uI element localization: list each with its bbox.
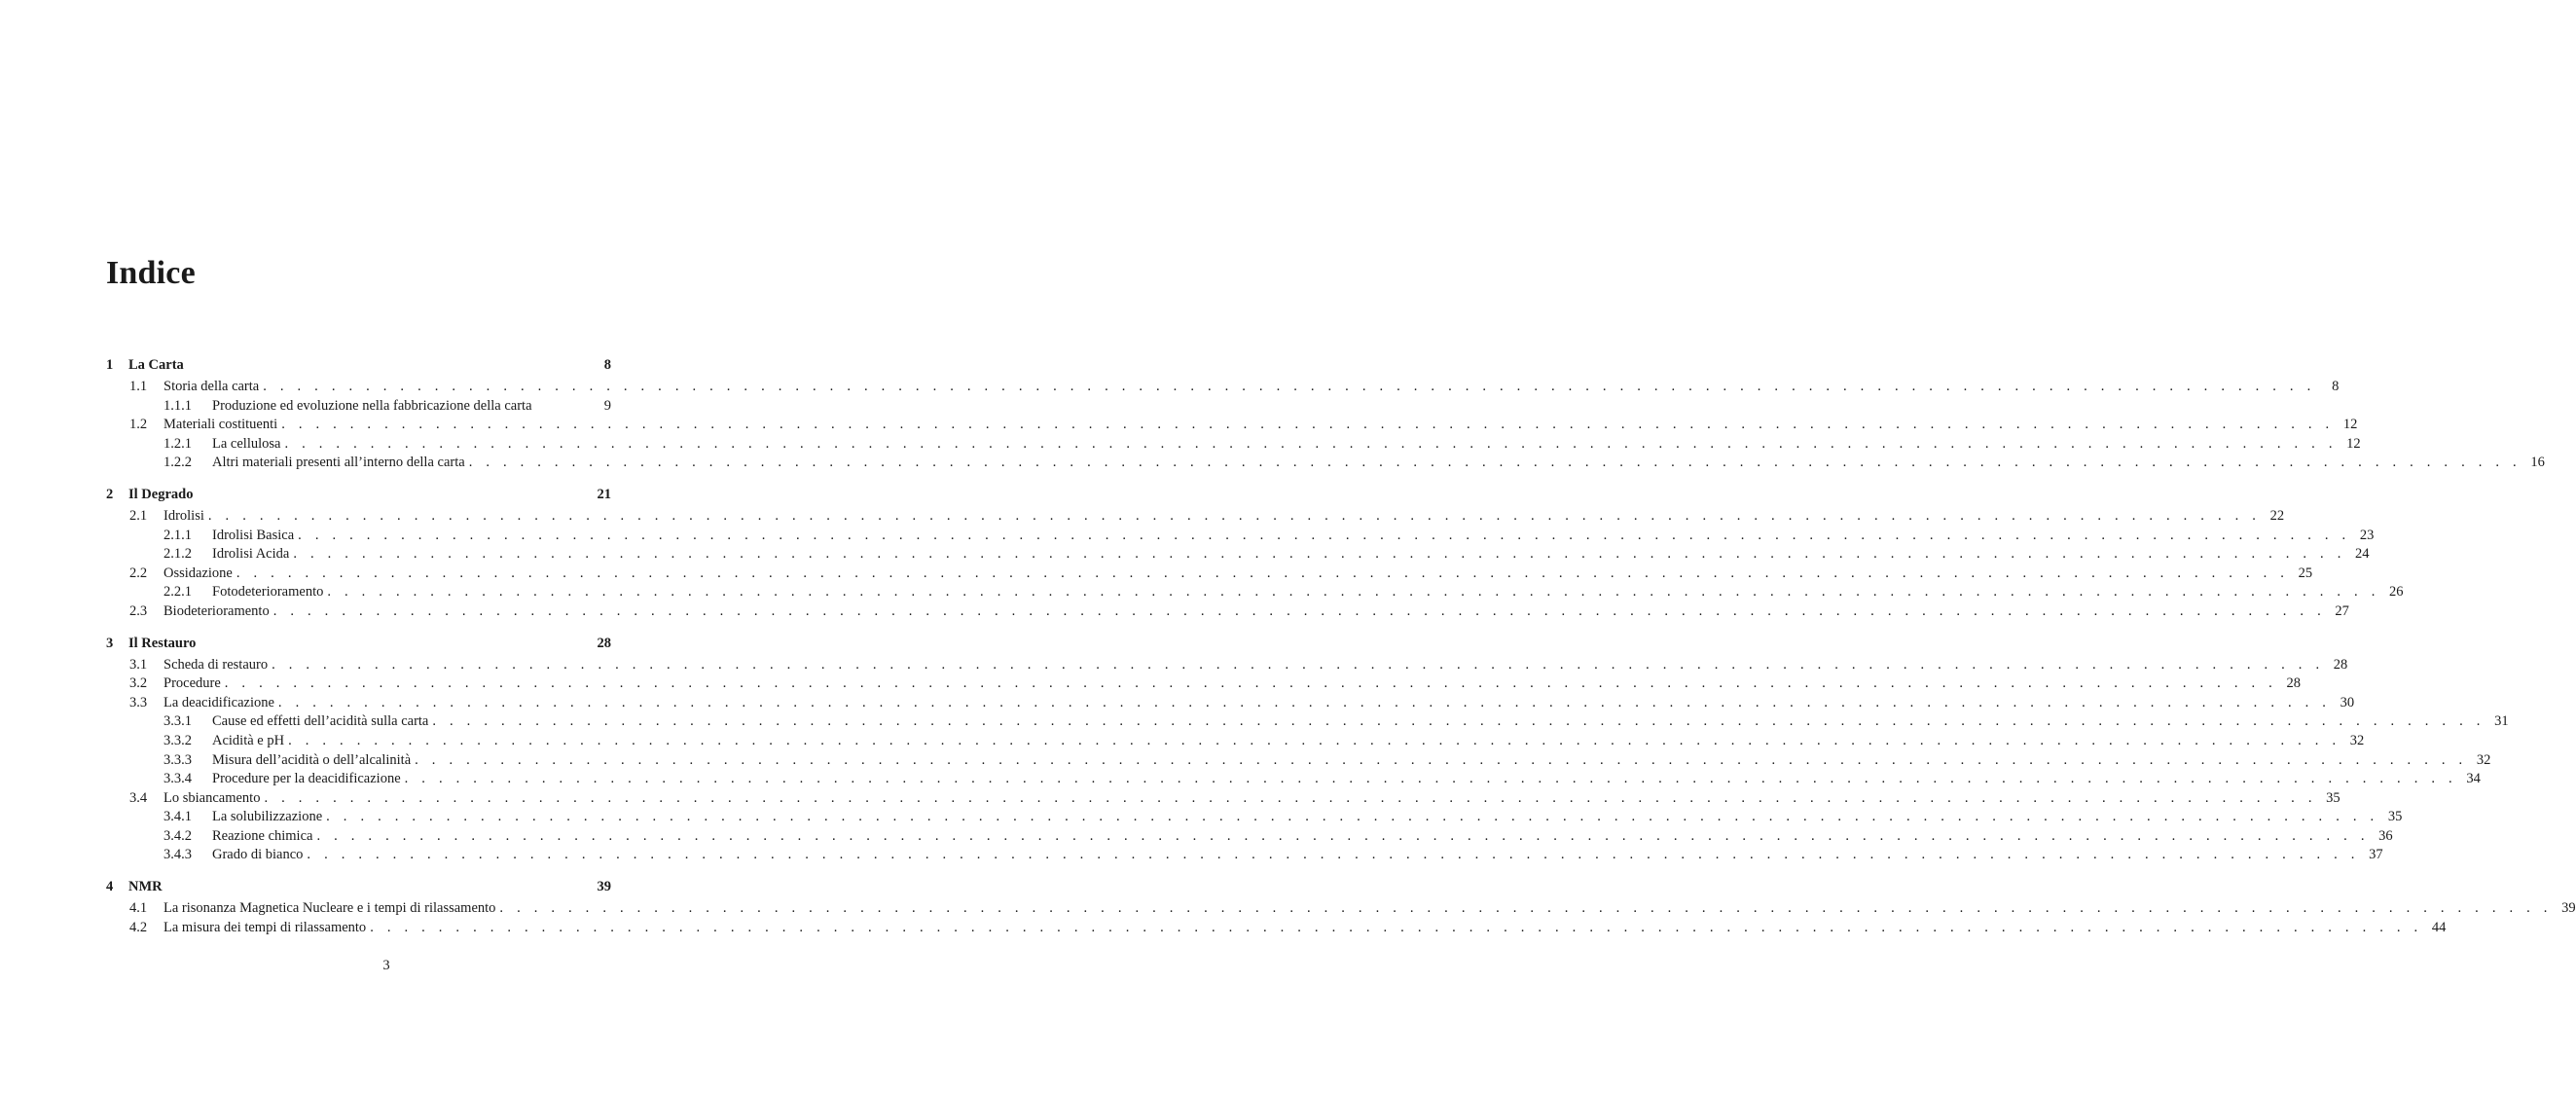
section-number: 2.2 bbox=[129, 565, 148, 581]
toc-subsection-entry[interactable] bbox=[106, 527, 2375, 547]
section-number: 3.4 bbox=[129, 789, 148, 806]
toc-section-entry[interactable] bbox=[106, 379, 2340, 398]
subsection-number: 3.3.2 bbox=[163, 732, 192, 748]
dot-leader: . . . . . . . . . . . . . . . . . . . . . . . . . . . . . . . . . . . . . . . . . . . . . . . . . . . . . . . . . . . . . . . . . . . . . . . . . . . . . . . . . . . . . . . . . . . . . . . . . . . . . . . . . . . . . . . . . . . . . . . . bbox=[307, 847, 2360, 863]
subsection-page: 34 bbox=[2466, 771, 2481, 787]
subsection-title: Idrolisi Acida bbox=[212, 546, 290, 563]
dot-leader: . . . . . . . . . . . . . . . . . . . . . . . . . . . . . . . . . . . . . . . . . . . . . . . . . . . . . . . . . . . . . . . . . . . . . . . . . . . . . . . . . . . . . . . . . . . . . . . . . . . . . . . . . . . . . . . . . . . . . . . . bbox=[327, 584, 2380, 601]
section-number: 2.3 bbox=[129, 602, 148, 619]
section-page: 25 bbox=[2298, 565, 2313, 581]
toc-chapter-entry[interactable] bbox=[106, 879, 611, 900]
dot-leader: . . . . . . . . . . . . . . . . . . . . . . . . . . . . . . . . . . . . . . . . . . . . . . . . . . . . . . . . . . . . . . . . . . . . . . . . . . . . . . . . . . . . . . . . . . . . . . . . . . . . . . . . . . . . . . . . . . . . . . . . bbox=[293, 546, 2346, 563]
subsection-page: 32 bbox=[2476, 751, 2491, 768]
subsection-title: Produzione ed evoluzione nella fabbricazione della carta bbox=[212, 397, 532, 414]
subsection-title: Altri materiali presenti all’interno della carta bbox=[212, 455, 465, 471]
page-title: Indice bbox=[106, 255, 196, 291]
toc-subsection-entry[interactable] bbox=[106, 751, 2491, 772]
section-number: 2.1 bbox=[129, 507, 148, 524]
toc-section-entry[interactable] bbox=[106, 602, 2349, 623]
subsection-number: 3.3.3 bbox=[163, 751, 192, 768]
subsection-title: La solubilizzazione bbox=[212, 809, 323, 825]
toc-subsection-entry[interactable] bbox=[106, 584, 2404, 603]
subsection-title: Idrolisi Basica bbox=[212, 527, 295, 543]
dot-leader: . . . . . . . . . . . . . . . . . . . . . . . . . . . . . . . . . . . . . . . . . . . . . . . . . . . . . . . . . . . . . . . . . . . . . . . . . . . . . . . . . . . . . . . . . . . . . . . . . . . . . . . . . . . . . . . . . . . . . . . . bbox=[316, 827, 2370, 844]
dot-leader: . . . . . . . . . . . . . . . . . . . . . . . . . . . . . . . . . . . . . . . . . . . . . . . . . . . . . . . . . . . . . . . . . . . . . . . . . . . . . . . . . . . . . . . . . . . . . . . . . . . . . . . . . . . . . . . . . . . . . . . . bbox=[298, 527, 2351, 543]
subsection-title: Reazione chimica bbox=[212, 827, 313, 844]
section-title: Lo sbiancamento bbox=[163, 789, 261, 806]
toc-section-entry[interactable] bbox=[106, 694, 2355, 714]
chapter-number: 1 bbox=[106, 357, 114, 373]
dot-leader: . . . . . . . . . . . . . . . . . . . . . . . . . . . . . . . . . . . . . . . . . . . . . . . . . . . . . . . . . . . . . . . . . . . . . . . . . . . . . . . . . . . . . . . . . . . . . . . . . . . . . . . . . . . . . . . . . . . . . . . . bbox=[415, 751, 2468, 768]
subsection-number: 2.1.2 bbox=[163, 546, 192, 563]
subsection-number: 2.2.1 bbox=[163, 584, 192, 601]
dot-leader: . . . . . . . . . . . . . . . . . . . . . . . . . . . . . . . . . . . . . . . . . . . . . . . . . . . . . . . . . . . . . . . . . . . . . . . . . . . . . . . . . . . . . . . . . . . . . . . . . . . . . . . . . . . . . . . . . . . . . . . . bbox=[281, 417, 2335, 433]
section-number: 4.1 bbox=[129, 900, 148, 917]
subsection-number: 3.4.2 bbox=[163, 827, 192, 844]
table-of-contents bbox=[106, 357, 2576, 938]
toc-chapter bbox=[106, 357, 2545, 474]
section-number: 1.2 bbox=[129, 417, 148, 433]
subsection-number: 3.3.4 bbox=[163, 771, 192, 787]
subsection-number: 3.4.1 bbox=[163, 809, 192, 825]
section-number: 3.1 bbox=[129, 656, 148, 673]
section-page: 30 bbox=[2340, 694, 2355, 710]
dot-leader: . . . . . . . . . . . . . . . . . . . . . . . . . . . . . . . . . . . . . . . . . . . . . . . . . . . . . . . . . . . . . . . . . . . . . . . . . . . . . . . . . . . . . . . . . . . . . . . . . . . . . . . . . . . . . . . . . . . . . . . . bbox=[207, 507, 2262, 524]
subsection-title: Acidità e pH bbox=[212, 732, 285, 748]
section-title: Ossidazione bbox=[163, 565, 233, 581]
section-number: 3.3 bbox=[129, 694, 148, 710]
section-page: 35 bbox=[2326, 789, 2340, 806]
subsection-page: 12 bbox=[2346, 435, 2361, 452]
toc-section-entry[interactable] bbox=[106, 507, 2285, 528]
section-number: 1.1 bbox=[129, 379, 148, 394]
toc-subsection-entry[interactable] bbox=[106, 398, 611, 418]
chapter-title: NMR bbox=[128, 879, 163, 895]
toc-chapter bbox=[106, 635, 2509, 867]
section-title: La deacidificazione bbox=[163, 694, 274, 710]
section-page: 28 bbox=[2333, 656, 2348, 673]
toc-section-entry[interactable] bbox=[106, 900, 2576, 920]
dot-leader: . . . . . . . . . . . . . . . . . . . . . . . . . . . . . . . . . . . . . . . . . . . . . . . . . . . . . . . . . . . . . . . . . . . . . . . . . . . . . . . . . . . . . . . . . . . . . . . . . . . . . . . . . . . . . . . . . . . . . . . . bbox=[499, 900, 2553, 917]
subsection-number: 1.1.1 bbox=[163, 397, 192, 414]
toc-section-entry[interactable] bbox=[106, 565, 2313, 585]
subsection-number: 1.2.2 bbox=[163, 455, 192, 471]
section-page: 44 bbox=[2431, 919, 2447, 935]
subsection-page: 26 bbox=[2389, 584, 2404, 601]
section-title: Procedure bbox=[163, 675, 221, 692]
toc-subsection-entry[interactable] bbox=[106, 732, 2365, 752]
toc-subsection-entry[interactable] bbox=[106, 713, 2509, 733]
dot-leader: . . . . . . . . . . . . . . . . . . . . . . . . . . . . . . . . . . . . . . . . . . . . . . . . . . . . . . . . . . . . . . . . . . . . . . . . . . . . . . . . . . . . . . . . . . . . . . . . . . . . . . . . . . . . . . . . . . . . . . . . bbox=[272, 602, 2326, 619]
toc-chapter-entry[interactable] bbox=[106, 636, 611, 657]
section-title: La risonanza Magnetica Nucleare e i tempi di rilassamento bbox=[163, 900, 496, 917]
toc-subsection-entry[interactable] bbox=[106, 827, 2393, 848]
section-title: Scheda di restauro bbox=[163, 656, 269, 673]
toc-subsection-entry[interactable] bbox=[106, 809, 2403, 828]
subsection-title: Misura dell’acidità o dell’alcalinità bbox=[212, 751, 412, 768]
subsection-page: 36 bbox=[2378, 827, 2393, 844]
section-title: La misura dei tempi di rilassamento bbox=[163, 919, 367, 935]
toc-subsection-entry[interactable] bbox=[106, 546, 2370, 565]
dot-leader: . . . . . . . . . . . . . . . . . . . . . . . . . . . . . . . . . . . . . . . . . . . . . . . . . . . . . . . . . . . . . . . . . . . . . . . . . . . . . . . . . . . . . . . . . . . . . . . . . . . . . . . . . . . . . . . . . . . . . . . . bbox=[263, 379, 2316, 394]
chapter-number: 3 bbox=[106, 635, 114, 651]
chapter-title: Il Degrado bbox=[128, 486, 194, 502]
section-title: Storia della carta bbox=[163, 379, 260, 394]
subsection-title: La cellulosa bbox=[212, 435, 281, 452]
toc-subsection-entry[interactable] bbox=[106, 435, 2361, 455]
dot-leader: . . . . . . . . . . . . . . . . . . . . . . . . . . . . . . . . . . . . . . . . . . . . . . . . . . . . . . . . . . . . . . . . . . . . . . . . . . . . . . . . . . . . . . . . . . . . . . . . . . . . . . . . . . . . . . . . . . . . . . . . bbox=[272, 656, 2325, 673]
dot-leader: . . . . . . . . . . . . . . . . . . . . . . . . . . . . . . . . . . . . . . . . . . . . . . . . . . . . . . . . . . . . . . . . . . . . . . . . . . . . . . . . . . . . . . . . . . . . . . . . . . . . . . . . . . . . . . . . . . . . . . . . bbox=[264, 789, 2317, 806]
toc-chapter-entry[interactable] bbox=[106, 357, 611, 379]
toc-chapter-entry[interactable] bbox=[106, 487, 611, 508]
subsection-page: 23 bbox=[2359, 527, 2375, 543]
section-page: 27 bbox=[2335, 602, 2349, 619]
dot-leader: . . . . . . . . . . . . . . . . . . . . . . . . . . . . . . . . . . . . . . . . . . . . . . . . . . . . . . . . . . . . . . . . . . . . . . . . . . . . . . . . . . . . . . . . . . . . . . . . . . . . . . . . . . . . . . . . . . . . . . . . bbox=[236, 565, 2290, 581]
subsection-page: 24 bbox=[2355, 546, 2370, 563]
dot-leader: . . . . . . . . . . . . . . . . . . . . . . . . . . . . . . . . . . . . . . . . . . . . . . . . . . . . . . . . . . . . . . . . . . . . . . . . . . . . . . . . . . . . . . . . . . . . . . . . . . . . . . . . . . . . . . . . . . . . . . . . bbox=[284, 435, 2338, 452]
chapter-title: La Carta bbox=[128, 357, 184, 373]
toc-section-entry[interactable] bbox=[106, 675, 2301, 695]
section-number: 4.2 bbox=[129, 919, 148, 935]
subsection-page: 35 bbox=[2387, 809, 2403, 825]
chapter-number: 4 bbox=[106, 879, 114, 895]
chapter-number: 2 bbox=[106, 486, 114, 502]
subsection-number: 2.1.1 bbox=[163, 527, 192, 543]
toc-section-entry[interactable] bbox=[106, 417, 2358, 436]
toc-section-entry[interactable] bbox=[106, 919, 2447, 939]
subsection-page: 32 bbox=[2349, 732, 2365, 748]
toc-section-entry[interactable] bbox=[106, 656, 2348, 676]
page-number: 3 bbox=[382, 958, 390, 973]
chapter-page: 8 bbox=[603, 357, 611, 373]
dot-leader: . . . . . . . . . . . . . . . . . . . . . . . . . . . . . . . . . . . . . . . . . . . . . . . . . . . . . . . . . . . . . . . . . . . . . . . . . . . . . . . . . . . . . . . . . . . . . . . . . . . . . . . . . . . . . . . . . . . . . . . . bbox=[277, 694, 2332, 710]
dot-leader: . . . . . . . . . . . . . . . . . . . . . . . . . . . . . . . . . . . . . . . . . . . . . . . . . . . . . . . . . . . . . . . . . . . . . . . . . . . . . . . . . . . . . . . . . . . . . . . . . . . . . . . . . . . . . . . . . . . . . . . . bbox=[326, 809, 2379, 825]
subsection-number: 3.4.3 bbox=[163, 847, 192, 863]
chapter-page: 28 bbox=[597, 635, 611, 651]
subsection-page: 9 bbox=[603, 397, 611, 414]
toc-subsection-entry[interactable] bbox=[106, 771, 2481, 790]
toc-chapter bbox=[106, 486, 2404, 623]
section-title: Idrolisi bbox=[163, 507, 204, 524]
section-page: 28 bbox=[2286, 675, 2301, 692]
section-page: 39 bbox=[2561, 900, 2576, 917]
chapter-page: 21 bbox=[597, 486, 611, 502]
subsection-title: Grado di bianco bbox=[212, 847, 304, 863]
dot-leader: . . . . . . . . . . . . . . . . . . . . . . . . . . . . . . . . . . . . . . . . . . . . . . . . . . . . . . . . . . . . . . . . . . . . . . . . . . . . . . . . . . . . . . . . . . . . . . . . . . . . . . . . . . . . . . . . . . . . . . . . bbox=[370, 919, 2423, 935]
section-title: Biodeterioramento bbox=[163, 602, 270, 619]
subsection-page: 31 bbox=[2494, 713, 2509, 730]
subsection-title: Procedure per la deacidificazione bbox=[212, 771, 401, 787]
section-number: 3.2 bbox=[129, 675, 148, 692]
chapter-page: 39 bbox=[597, 879, 611, 895]
subsection-number: 3.3.1 bbox=[163, 713, 192, 730]
dot-leader: . . . . . . . . . . . . . . . . . . . . . . . . . . . . . . . . . . . . . . . . . . . . . . . . . . . . . . . . . . . . . . . . . . . . . . . . . . . . . . . . . . . . . . . . . . . . . . . . . . . . . . . . . . . . . . . . . . . . . . . . bbox=[404, 771, 2457, 787]
toc-section-entry[interactable] bbox=[106, 789, 2340, 810]
section-page: 8 bbox=[2332, 379, 2340, 394]
dot-leader: . . . . . . . . . . . . . . . . . . . . . . . . . . . . . . . . . . . . . . . . . . . . . . . . . . . . . . . . . . . . . . . . . . . . . . . . . . . . . . . . . . . . . . . . . . . . . . . . . . . . . . . . . . . . . . . . . . . . . . . . bbox=[468, 455, 2522, 471]
toc-subsection-entry[interactable] bbox=[106, 847, 2383, 866]
chapter-title: Il Restauro bbox=[128, 635, 197, 651]
toc-chapter bbox=[106, 879, 2576, 938]
subsection-number: 1.2.1 bbox=[163, 435, 192, 452]
subsection-page: 37 bbox=[2369, 847, 2383, 863]
section-title: Materiali costituenti bbox=[163, 417, 278, 433]
dot-leader: . . . . . . . . . . . . . . . . . . . . . . . . . . . . . . . . . . . . . . . . . . . . . . . . . . . . . . . . . . . . . . . . . . . . . . . . . . . . . . . . . . . . . . . . . . . . . . . . . . . . . . . . . . . . . . . . . . . . . . . . bbox=[288, 732, 2341, 748]
subsection-page: 16 bbox=[2530, 455, 2545, 471]
dot-leader: . . . . . . . . . . . . . . . . . . . . . . . . . . . . . . . . . . . . . . . . . . . . . . . . . . . . . . . . . . . . . . . . . . . . . . . . . . . . . . . . . . . . . . . . . . . . . . . . . . . . . . . . . . . . . . . . . . . . . . . . bbox=[224, 675, 2277, 692]
subsection-title: Fotodeterioramento bbox=[212, 584, 324, 601]
section-page: 22 bbox=[2269, 507, 2285, 524]
subsection-title: Cause ed effetti dell’acidità sulla carta bbox=[212, 713, 429, 730]
toc-subsection-entry[interactable] bbox=[106, 455, 2545, 474]
dot-leader: . . . . . . . . . . . . . . . . . . . . . . . . . . . . . . . . . . . . . . . . . . . . . . . . . . . . . . . . . . . . . . . . . . . . . . . . . . . . . . . . . . . . . . . . . . . . . . . . . . . . . . . . . . . . . . . . . . . . . . . . bbox=[432, 713, 2485, 730]
section-page: 12 bbox=[2342, 417, 2358, 433]
